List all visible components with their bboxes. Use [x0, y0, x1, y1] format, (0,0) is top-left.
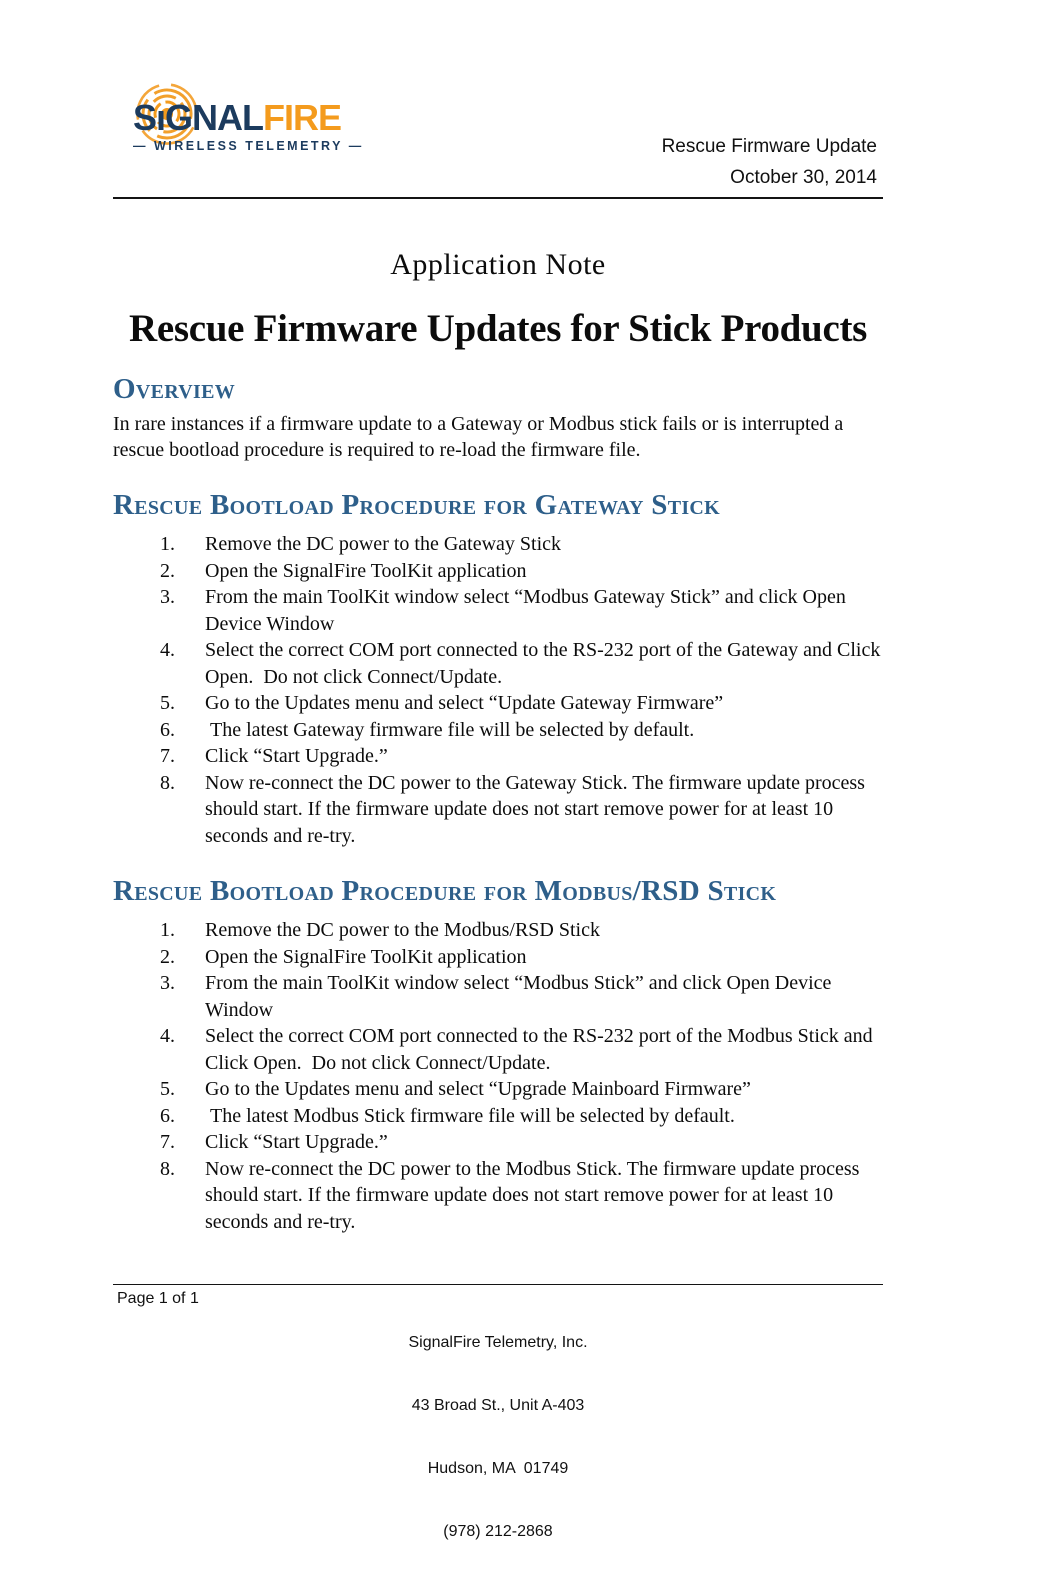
page-number: Page 1 of 1 — [117, 1290, 199, 1307]
list-item: Remove the DC power to the Modbus/RSD Stick — [205, 919, 600, 941]
list-item: Click “Start Upgrade.” — [205, 1131, 388, 1153]
modbus-section-heading: Rescue Bootload Procedure for Modbus/RSD Stick — [113, 875, 777, 907]
gateway-section-heading: Rescue Bootload Procedure for Gateway Stick — [113, 489, 721, 521]
address-city: Hudson, MA 01749 — [427, 1460, 569, 1477]
header-meta — [662, 131, 877, 193]
list-item: Select the correct COM port connected to the RS-232 port of the Gateway and Click Open. Do not click Connect/Update. — [205, 639, 886, 688]
list-item: Open the SignalFire ToolKit application — [205, 945, 527, 968]
list-item: The latest Gateway firmware file will be selected by default. — [205, 718, 695, 741]
brand-text — [133, 98, 393, 138]
list-item: The latest Modbus Stick firmware file will be selected by default. — [205, 1104, 735, 1127]
company-name: SignalFire Telemetry, Inc. — [408, 1334, 588, 1351]
list-item: Go to the Updates menu and select “Update Gateway Firmware” — [205, 692, 724, 714]
list-item: Go to the Updates menu and select “Upgrade Mainboard Firmware” — [205, 1078, 751, 1100]
overview-heading: Overview — [113, 373, 236, 405]
signalfire-logo — [133, 98, 393, 153]
footer-address-block — [113, 1290, 883, 1584]
list-item: Now re-connect the DC power to the Modbus Stick. The firmware update process should start. If the firmware update does not start remove power for at least 10 seconds and re-try. — [205, 1157, 865, 1233]
list-item: Click “Start Upgrade.” — [205, 745, 388, 767]
list-item: Remove the DC power to the Gateway Stick — [205, 533, 562, 555]
header-date: October 30, 2014 — [730, 167, 877, 188]
brand-tagline: — WIRELESS TELEMETRY — — [133, 139, 364, 153]
overview-paragraph: In rare instances if a firmware update to a Gateway or Modbus stick fails or is interrupted a rescue bootload procedure is required to re-load the firmware file. — [113, 413, 849, 461]
brand-signal-s: S — [133, 97, 157, 138]
gateway-step-list — [113, 531, 886, 849]
modbus-step-list — [113, 917, 883, 1235]
brand-signal-i: ı — [156, 97, 166, 138]
app-note-label: Application Note — [390, 248, 606, 281]
list-item: Select the correct COM port connected to the RS-232 port of the Modbus Stick and Click Open. Do not click Connect/Update. — [205, 1025, 878, 1074]
document-body — [113, 238, 886, 1235]
list-item: Open the SignalFire ToolKit application — [205, 559, 527, 582]
brand-fire: FIRE — [263, 97, 342, 138]
list-item: From the main ToolKit window select “Modbus Stick” and click Open Device Window — [205, 972, 837, 1021]
brand-signal-rest: GNAL — [165, 97, 264, 138]
header-doc-name: Rescue Firmware Update — [661, 136, 877, 157]
list-item: From the main ToolKit window select “Modbus Gateway Stick” and click Open Device Window — [205, 586, 851, 635]
header-divider — [113, 197, 883, 199]
address-street: 43 Broad St., Unit A-403 — [411, 1397, 585, 1414]
phone-number: (978) 212-2868 — [443, 1523, 553, 1540]
footer-divider — [113, 1284, 883, 1285]
document-title: Rescue Firmware Updates for Stick Products — [128, 307, 868, 350]
list-item: Now re-connect the DC power to the Gateway Stick. The firmware update process should start. If the firmware update does not start remove power for at least 10 seconds and re-try. — [205, 771, 870, 847]
